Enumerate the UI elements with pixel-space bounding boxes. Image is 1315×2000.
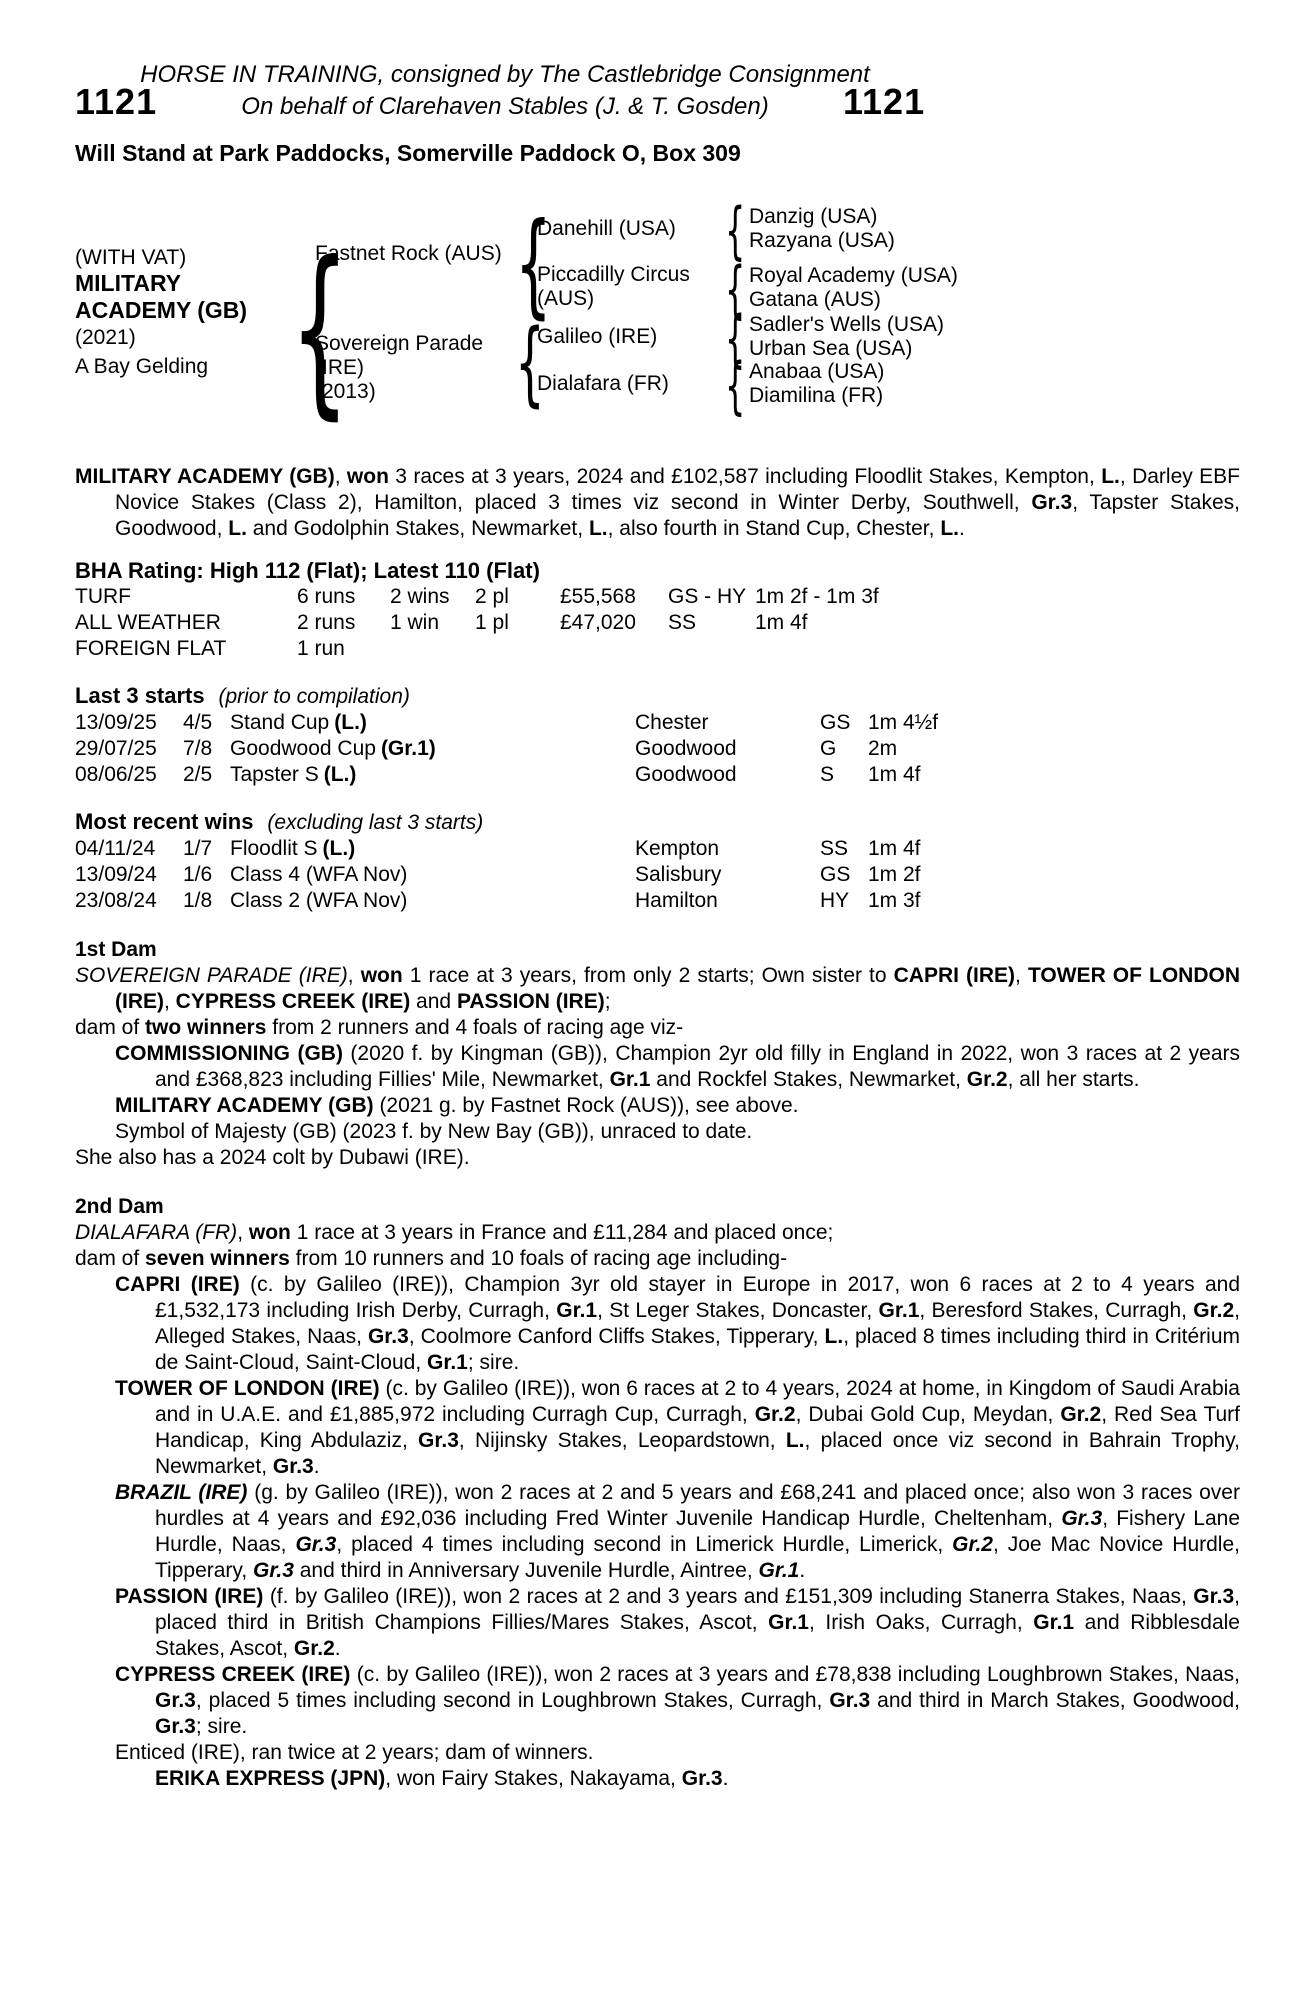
- win-position: 1/8: [183, 889, 213, 912]
- recent-wins-title: [75, 809, 1240, 836]
- win-position: 1/7: [183, 837, 213, 860]
- start-distance: 2m: [868, 737, 898, 760]
- on-behalf-line: On behalf of Clarehaven Stables (J. & T. Gosden): [241, 93, 769, 120]
- bha-wins: 2 wins: [390, 585, 450, 608]
- start-going: GS: [820, 711, 851, 734]
- second-dam-produce: dam of seven winners from 10 runners and 10 foals of racing age including-: [75, 1247, 788, 1270]
- first-dam-section: [75, 937, 1240, 1171]
- recent-wins-section: [75, 809, 1240, 914]
- start-position: 2/5: [183, 763, 213, 786]
- start-course: Goodwood: [635, 737, 737, 760]
- second-dam-intro: DIALAFARA (FR), won 1 race at 3 years in France and £11,284 and placed once;: [75, 1221, 834, 1244]
- race-grade: (Gr.1): [380, 737, 436, 760]
- win-race: Floodlit S (L.): [230, 837, 356, 860]
- bha-going: [668, 636, 755, 662]
- offspring-entry: ERIKA EXPRESS (JPN), won Fairy Stakes, Nakayama, Gr.3.: [155, 1767, 729, 1790]
- second-dam-heading: 2nd Dam: [75, 1195, 164, 1218]
- offspring-entry: CYPRESS CREEK (IRE) (c. by Galileo (IRE)), won 2 races at 3 years and £78,838 including Loughbrown Stakes, Naas, Gr.3, placed 5 times including second in Loughbrown Stakes, Curragh, Gr.3 and third in March Stakes, Goodwood, Gr.3; sire.: [115, 1663, 1241, 1738]
- bha-placed: 1 pl: [475, 611, 509, 634]
- last-3-starts-section: [75, 683, 1240, 788]
- first-dam-produce: dam of two winners from 2 runners and 4 foals of racing age viz-: [75, 1016, 684, 1039]
- first-dam-intro: SOVEREIGN PARADE (IRE), won 1 race at 3 years, from only 2 starts; Own sister to CAPRI (IRE), TOWER OF LONDON (IRE), CYPRESS CREEK (IRE) and PASSION (IRE);: [75, 964, 1241, 1013]
- granddam-paternal-line2: (AUS): [537, 287, 595, 310]
- grandsire-maternal: Galileo (IRE): [537, 325, 658, 348]
- win-course: Hamilton: [635, 889, 718, 912]
- start-course: Goodwood: [635, 763, 737, 786]
- win-course: Salisbury: [635, 863, 722, 886]
- win-distance: 1m 2f: [868, 863, 921, 886]
- first-dam-heading: 1st Dam: [75, 938, 157, 961]
- bha-money: [560, 636, 668, 662]
- win-going: SS: [820, 837, 849, 860]
- header: [75, 62, 1240, 126]
- race-record-paragraph: MILITARY ACADEMY (GB), won 3 races at 3 years, 2024 and £102,587 including Floodlit Stakes, Kempton, L., Darley EBF Novice Stakes (Class 2), Hamilton, placed 3 times viz second in Winter Derby, Southwell, Gr.3, Tapster Stakes, Goodwood, L. and Godolphin Stakes, Newmarket, L., also fourth in Stand Cup, Chester, L..: [75, 465, 1240, 540]
- granddam-paternal-line1: Piccadilly Circus: [537, 263, 690, 286]
- win-going: HY: [820, 889, 850, 912]
- race-grade: (L.): [323, 763, 357, 786]
- win-position: 1/6: [183, 863, 213, 886]
- race-grade: (L.): [334, 711, 367, 734]
- start-position: 7/8: [183, 737, 213, 760]
- offspring-entry: Enticed (IRE), ran twice at 2 years; dam of winners.: [115, 1741, 594, 1764]
- last-3-starts-table: [75, 710, 1240, 788]
- ggp-5: Sadler's Wells (USA): [749, 313, 944, 336]
- win-distance: 1m 4f: [868, 837, 921, 860]
- offspring-entry: MILITARY ACADEMY (GB) (2021 g. by Fastnet Rock (AUS)), see above.: [115, 1094, 799, 1117]
- bha-money: £47,020: [560, 611, 636, 634]
- lot-number-right: 1121: [843, 81, 926, 122]
- start-course: Chester: [635, 711, 709, 734]
- offspring-entry: CAPRI (IRE) (c. by Galileo (IRE)), Champion 3yr old stayer in Europe in 2017, won 6 races at 2 to 4 years and £1,532,173 including Irish Derby, Curragh, Gr.1, St Leger Stakes, Doncaster, Gr.1, Beresford Stakes, Curragh, Gr.2, Alleged Stakes, Naas, Gr.3, Coolmore Canford Cliffs Stakes, Tipperary, L., placed 8 times including third in Critérium de Saint-Cloud, Saint-Cloud, Gr.1; sire.: [115, 1273, 1240, 1374]
- section-subtitle: (prior to compilation): [218, 685, 410, 708]
- start-position: 4/5: [183, 711, 213, 734]
- bha-surface: TURF: [75, 585, 131, 608]
- bha-runs: 1 run: [297, 637, 345, 660]
- ggp-3: Royal Academy (USA): [749, 264, 958, 287]
- second-dam-section: [75, 1194, 1240, 1792]
- start-going: S: [820, 763, 835, 786]
- dam-name-line3: (2013): [315, 380, 376, 403]
- last-3-starts-title: [75, 683, 1240, 710]
- bha-surface: FOREIGN FLAT: [75, 637, 227, 660]
- win-course: Kempton: [635, 837, 720, 860]
- pedigree-brace-g3-4: [725, 354, 745, 417]
- section-subtitle: (excluding last 3 starts): [267, 811, 484, 834]
- dam-name-line1: Sovereign Parade: [315, 332, 484, 355]
- bha-rating-title: BHA Rating: High 112 (Flat); Latest 110 (Flat): [75, 558, 540, 583]
- bha-wins: [390, 636, 475, 662]
- bha-placed: 2 pl: [475, 585, 509, 608]
- vat-note: (WITH VAT): [75, 246, 187, 269]
- bha-wins: 1 win: [390, 611, 440, 634]
- start-race: Stand Cup (L.): [230, 711, 367, 734]
- dam-name-line2: (IRE): [315, 356, 364, 379]
- start-date: 08/06/25: [75, 763, 157, 786]
- recent-wins-table: [75, 836, 1240, 914]
- horse-name-line1: MILITARY: [75, 270, 182, 296]
- bha-dist: [755, 636, 1240, 662]
- win-date: 04/11/24: [75, 837, 156, 860]
- offspring-entry: Symbol of Majesty (GB) (2023 f. by New Bay (GB)), unraced to date.: [115, 1120, 753, 1143]
- win-going: GS: [820, 863, 851, 886]
- start-race: Tapster S (L.): [230, 763, 357, 786]
- bha-going: SS: [668, 611, 697, 634]
- bha-money: £55,568: [560, 585, 636, 608]
- ggp-6: Urban Sea (USA): [749, 337, 913, 360]
- consignor-line: HORSE IN TRAINING, consigned by The Castlebridge Consignment: [140, 61, 870, 88]
- win-date: 23/08/24: [75, 889, 157, 912]
- ggp-4: Gatana (AUS): [749, 288, 881, 311]
- section-title: Last 3 starts: [75, 683, 205, 708]
- bha-runs: 2 runs: [297, 611, 356, 634]
- granddam-maternal: Dialafara (FR): [537, 372, 669, 395]
- offspring-entry: TOWER OF LONDON (IRE) (c. by Galileo (IRE)), won 6 races at 2 to 4 years, 2024 at home, in Kingdom of Saudi Arabia and in U.A.E. and £1,885,972 including Curragh Cup, Curragh, Gr.2, Dubai Gold Cup, Meydan, Gr.2, Red Sea Turf Handicap, King Abdulaziz, Gr.3, Nijinsky Stakes, Leopardstown, L., placed once viz second in Bahrain Trophy, Newmarket, Gr.3.: [115, 1377, 1241, 1478]
- start-distance: 1m 4f: [868, 763, 921, 786]
- bha-going: GS - HY: [668, 585, 747, 608]
- sire-name: Fastnet Rock (AUS): [315, 242, 502, 265]
- horse-name-line2: ACADEMY (GB): [75, 297, 248, 323]
- start-date: 13/09/25: [75, 711, 157, 734]
- lot-number-left: 1121: [75, 81, 158, 122]
- start-going: G: [820, 737, 837, 760]
- offspring-entry: BRAZIL (IRE) (g. by Galileo (IRE)), won 2 races at 2 and 5 years and £68,241 and placed once; also won 3 races over hurdles at 4 years and £92,036 including Fred Winter Juvenile Handicap Hurdle, Cheltenham, Gr.3, Fishery Lane Hurdle, Naas, Gr.3, placed 4 times including second in Limerick Hurdle, Limerick, Gr.2, Joe Mac Novice Hurdle, Tipperary, Gr.3 and third in Anniversary Juvenile Hurdle, Aintree, Gr.1.: [115, 1481, 1240, 1582]
- bha-dist: 1m 2f - 1m 3f: [755, 585, 879, 608]
- stand-location-line: Will Stand at Park Paddocks, Somerville Paddock O, Box 309: [75, 140, 741, 166]
- win-race: Class 2 (WFA Nov): [230, 889, 408, 912]
- ggp-1: Danzig (USA): [749, 205, 878, 228]
- section-title: Most recent wins: [75, 809, 254, 834]
- ggp-7: Anabaa (USA): [749, 360, 885, 383]
- grandsire-paternal: Danehill (USA): [537, 217, 676, 240]
- pedigree-chart: [75, 174, 1240, 419]
- ggp-2: Razyana (USA): [749, 229, 895, 252]
- first-dam-note: She also has a 2024 colt by Dubawi (IRE).: [75, 1146, 470, 1169]
- offspring-entry: PASSION (IRE) (f. by Galileo (IRE)), won 2 races at 2 and 3 years and £151,309 including Stanerra Stakes, Naas, Gr.3, placed third in British Champions Fillies/Mares Stakes, Ascot, Gr.1, Irish Oaks, Curragh, Gr.1 and Ribblesdale Stakes, Ascot, Gr.2.: [115, 1585, 1240, 1660]
- ggp-8: Diamilina (FR): [749, 384, 884, 407]
- bha-section: [75, 558, 1240, 662]
- bha-placed: [475, 636, 560, 662]
- bha-runs: 6 runs: [297, 585, 356, 608]
- win-date: 13/09/24: [75, 863, 157, 886]
- bha-table: [75, 584, 1240, 662]
- win-distance: 1m 3f: [868, 889, 921, 912]
- offspring-entry: COMMISSIONING (GB) (2020 f. by Kingman (GB)), Champion 2yr old filly in England in 2022, won 3 races at 2 years and £368,823 including Fillies' Mile, Newmarket, Gr.1 and Rockfel Stakes, Newmarket, Gr.2, all her starts.: [115, 1042, 1240, 1091]
- race-grade: (L.): [322, 837, 356, 860]
- bha-surface: ALL WEATHER: [75, 611, 221, 634]
- bha-dist: 1m 4f: [755, 611, 808, 634]
- foaling-year: (2021): [75, 326, 136, 349]
- win-race: Class 4 (WFA Nov): [230, 863, 408, 886]
- start-distance: 1m 4½f: [868, 711, 939, 734]
- horse-description: A Bay Gelding: [75, 355, 209, 378]
- start-date: 29/07/25: [75, 737, 157, 760]
- start-race: Goodwood Cup (Gr.1): [230, 737, 436, 760]
